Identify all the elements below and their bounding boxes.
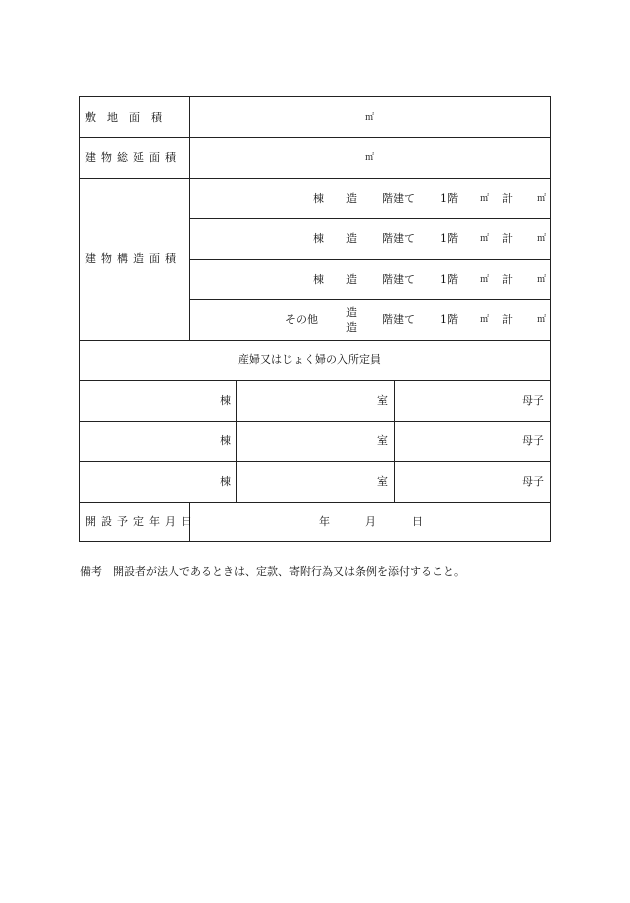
structure-row-structure: 造 [346,232,357,245]
structure-row-area-unit: ㎡ [480,234,490,244]
structure-row-stories: 階建て [382,313,415,326]
structure-row-stories: 階建て [382,232,415,245]
structure-row-floor: 1階 [440,232,458,245]
structure-row-stories: 階建て [382,273,415,286]
capacity-heading: 産婦又はじょく婦の入所定員 [238,353,381,366]
capacity-row-building: 棟 [220,394,231,407]
column-divider [189,96,190,340]
structure-row-floor: 1階 [440,273,458,286]
opening-date-label: 開設予定年月日 [85,515,197,528]
row-divider [79,137,551,138]
row-divider [189,299,551,300]
opening-date-month: 月 [365,515,376,528]
structure-row-total: 計 [502,273,513,286]
capacity-row-persons: 母子 [522,394,544,407]
structure-row-floor: 1階 [440,192,458,205]
row-divider [79,421,551,422]
structure-row-floor: 1階 [440,313,458,326]
structure-row-stories: 階建て [382,192,415,205]
structure-row-total: 計 [502,232,513,245]
structure-row-structure-2: 造 [346,321,357,334]
remarks-note: 備考 開設者が法人であるときは、定款、寄附行為又は条例を添付すること。 [80,565,465,578]
structure-row-structure: 造 [346,273,357,286]
structure-row-total-unit: ㎡ [537,234,547,244]
row-divider [189,218,551,219]
structure-row-building: 棟 [313,192,324,205]
total-floor-area-label: 建物総延面積 [85,151,181,164]
site-area-label: 敷 地 面 積 [85,111,162,124]
row-divider [79,502,551,503]
row-divider [79,340,551,341]
capacity-row-room: 室 [377,475,388,488]
capacity-row-persons: 母子 [522,434,544,447]
structure-row-area-unit: ㎡ [480,315,490,325]
total-floor-area-unit: ㎡ [365,153,375,163]
structure-row-area-unit: ㎡ [480,194,490,204]
capacity-row-room: 室 [377,434,388,447]
structure-row-structure: 造 [346,306,357,319]
row-divider [79,461,551,462]
structure-row-total-unit: ㎡ [537,315,547,325]
capacity-row-room: 室 [377,394,388,407]
row-divider [79,178,551,179]
structure-row-building-other: その他 [285,313,318,326]
opening-date-year: 年 [319,515,330,528]
capacity-row-building: 棟 [220,475,231,488]
structure-row-building: 棟 [313,273,324,286]
capacity-row-persons: 母子 [522,475,544,488]
structure-row-area-unit: ㎡ [480,275,490,285]
row-divider [189,259,551,260]
column-divider [236,380,237,502]
structure-row-total: 計 [502,313,513,326]
row-divider [79,380,551,381]
structure-row-building: 棟 [313,232,324,245]
structure-row-total-unit: ㎡ [537,194,547,204]
opening-date-day: 日 [412,515,423,528]
column-divider [394,380,395,502]
structure-area-label: 建物構造面積 [85,252,181,265]
structure-row-structure: 造 [346,192,357,205]
capacity-row-building: 棟 [220,434,231,447]
site-area-unit: ㎡ [365,113,375,123]
structure-row-total-unit: ㎡ [537,275,547,285]
structure-row-total: 計 [502,192,513,205]
